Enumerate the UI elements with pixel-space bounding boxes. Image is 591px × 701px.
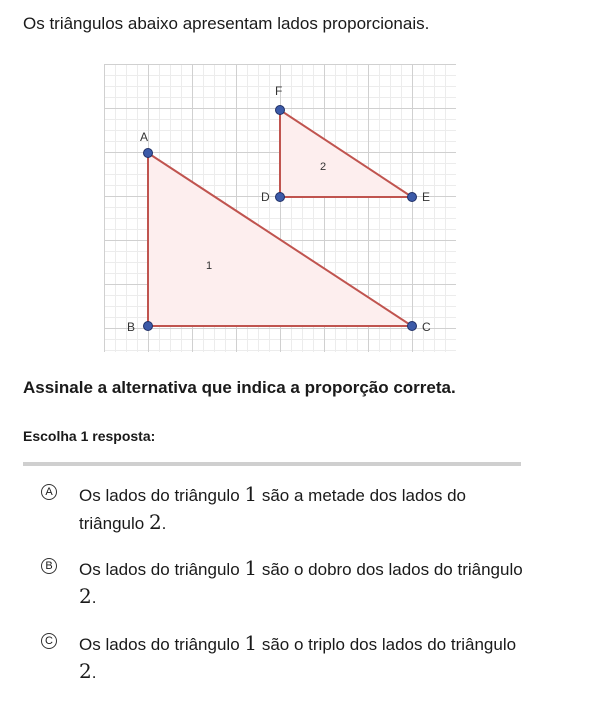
label-f: F: [275, 84, 283, 98]
point-f: [276, 106, 285, 115]
label-a: A: [140, 130, 149, 144]
point-a: [144, 149, 153, 158]
divider: [23, 462, 521, 466]
intro-text: Os triângulos abaixo apresentam lados proporcionais.: [23, 14, 430, 33]
label-d: D: [261, 190, 270, 204]
instruction-text: Escolha 1 resposta:: [23, 428, 156, 444]
triangle-1-label: 1: [206, 260, 213, 272]
label-e: E: [422, 190, 431, 204]
option-c[interactable]: [41, 630, 531, 686]
point-b: [144, 322, 153, 331]
question-text: Assinale a alternativa que indica a proporção correta.: [23, 378, 456, 397]
option-b-radio[interactable]: B: [41, 558, 57, 574]
point-d: [276, 193, 285, 202]
label-c: C: [422, 320, 431, 334]
label-b: B: [127, 320, 136, 334]
triangles-figure: [104, 64, 456, 352]
option-c-text: Os lados do triângulo 1 são o triplo dos lados do triângulo 2.: [79, 631, 517, 683]
point-e: [408, 193, 417, 202]
option-a[interactable]: [41, 481, 531, 537]
option-b[interactable]: [41, 555, 531, 611]
option-c-radio[interactable]: C: [41, 633, 57, 649]
option-a-text: Os lados do triângulo 1 são a metade dos lados do triângulo 2.: [79, 482, 466, 534]
point-c: [408, 322, 417, 331]
option-b-text: Os lados do triângulo 1 são o dobro dos lados do triângulo 2.: [79, 556, 523, 608]
option-a-radio[interactable]: A: [41, 484, 57, 500]
triangle-2-label: 2: [320, 161, 327, 173]
